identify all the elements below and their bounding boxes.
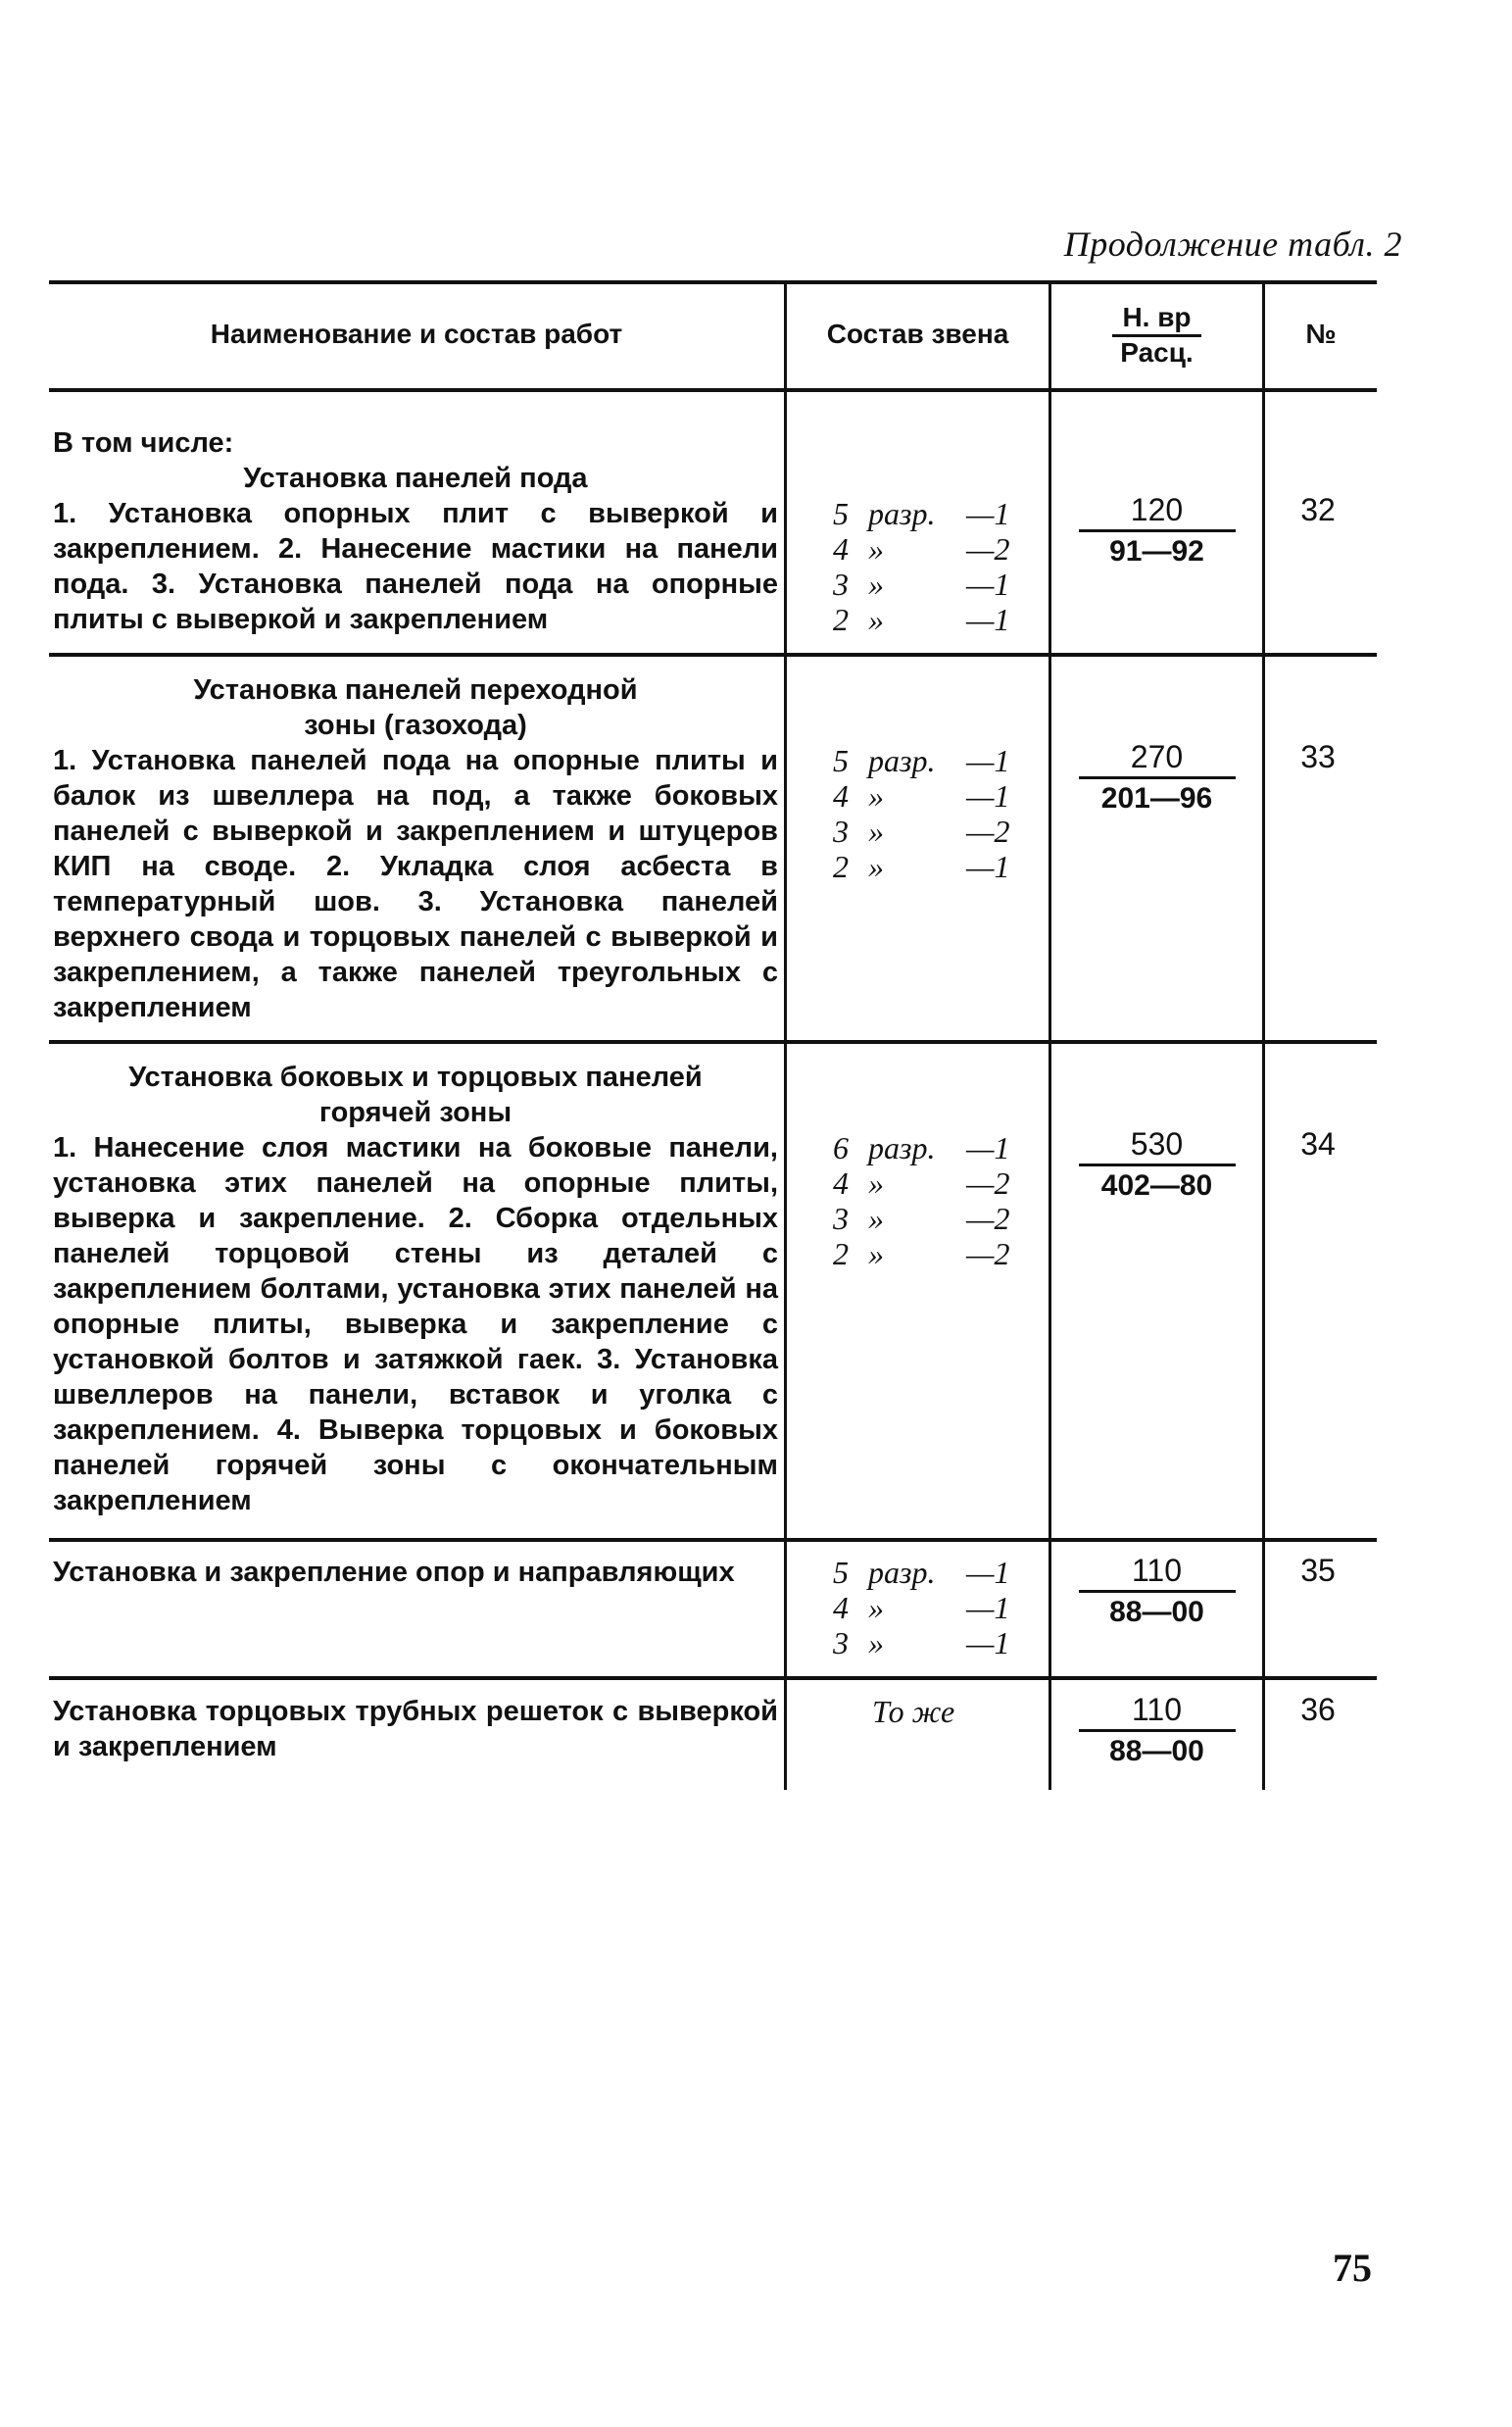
work-description [53,425,778,637]
crew-line: 2 » —2 [833,1236,1010,1271]
crew-list [833,1555,1058,1660]
row-divider [49,1676,1377,1680]
norm-value: 530 [1079,1124,1236,1166]
norm-rate [1051,1551,1262,1632]
crew-line: 3 » —2 [833,814,1010,849]
row-number: 32 [1300,492,1336,527]
work-description [53,1694,778,1764]
crew-line: 3 » —1 [833,1625,1010,1660]
rate-value: 91—92 [1109,535,1204,568]
crew-line: 4 » —2 [833,1165,1010,1201]
header-crew: Состав звена [826,319,1009,349]
norm-rate [1051,1124,1262,1206]
crew-list [833,1130,1058,1271]
row-divider [49,1538,1377,1542]
work-description [53,1060,778,1518]
page-number: 75 [1333,2246,1372,2290]
crew-line: 2 » —1 [833,849,1010,884]
crew-line: 3 » —2 [833,1201,1010,1236]
norm-rate [1051,737,1262,818]
row-number: 36 [1300,1692,1336,1727]
crew-line: 5 разр. —1 [833,496,1010,531]
header-work-name: Наименование и состав работ [210,319,623,349]
section-heading: Установка панелей пода [243,463,588,494]
row-number: 33 [1300,739,1336,774]
crew-line: 5 разр. —1 [833,743,1010,778]
work-description [53,1555,778,1590]
row-divider [49,653,1377,657]
norm-rate [1051,1690,1262,1771]
crew-line: 4 » —1 [833,1590,1010,1625]
rate-value: 201—96 [1100,782,1213,815]
work-text: 1. Установка панелей пода на опорные плиты и балок из швеллера на под, а также боковых панелей с выверкой и закреплением и штуцеров КИП на своде. 2. Укладка слоя асбеста в температурный шов. 3. Установка панелей верхнего свода и торцовых панелей с выверкой и закреплением, а также панелей треугольных с закреплением [53,745,778,1023]
section-heading: Установка панелей переходной зоны (газохода) [193,674,638,741]
work-text: 1. Установка опорных плит с выверкой и закреплением. 2. Нанесение мастики на панели пода. 3. Установка панелей пода на опорные плиты с выверкой и закреплением [53,498,778,635]
crew-line: 2 » —1 [833,602,1010,637]
norm-value: 270 [1079,737,1236,779]
header-norm-rate [1051,280,1262,388]
section-heading: Установка боковых и торцовых панелей горячей зоны [128,1062,703,1128]
norm-rate [1051,490,1262,571]
norm-value: 110 [1079,1551,1236,1593]
crew-line: 3 » —1 [833,567,1010,602]
row-divider [49,1040,1377,1044]
header-rate: Расц. [1120,336,1194,368]
crew-line: 6 разр. —1 [833,1130,1010,1165]
row-number: 34 [1300,1126,1336,1162]
header-number: № [1305,319,1337,349]
crew-line: 5 разр. —1 [833,1555,1010,1590]
header-bottom-rule [49,388,1377,392]
column-divider [784,280,787,1790]
crew-list [833,496,1058,637]
norm-value: 120 [1079,490,1236,532]
crew-line: 4 » —2 [833,531,1010,567]
crew-list [833,743,1058,884]
norm-value: 110 [1079,1690,1236,1732]
row-number: 35 [1300,1553,1336,1588]
crew-line: 4 » —1 [833,778,1010,814]
work-text: Установка и закрепление опор и направляющих [53,1557,735,1588]
work-description [53,672,778,1025]
work-text: Установка торцовых трубных решеток с выверкой и закреплением [53,1696,778,1762]
rate-value: 88—00 [1109,1735,1204,1767]
table-caption: Продолжение табл. 2 [1063,224,1402,264]
rate-value: 88—00 [1109,1596,1204,1628]
crew-same: То же [872,1694,955,1729]
intro-text: В том числе: [53,427,234,459]
rate-value: 402—80 [1100,1169,1213,1202]
work-text: 1. Нанесение слоя мастики на боковые панели, установка этих панелей на опорные плиты, выверка и закрепление. 2. Сборка отдельных панелей торцовой стены из деталей с закреплением болтами, установка этих панелей на опорные плиты, выверка и закрепление с установкой болтов и затяжкой гаек. 3. Установка швеллеров на панели, вставок и уголка с закреплением. 4. Выверка торцовых и боковых панелей горячей зоны с окончательным закреплением [53,1132,778,1516]
header-norm: Н. вр [1112,301,1200,337]
